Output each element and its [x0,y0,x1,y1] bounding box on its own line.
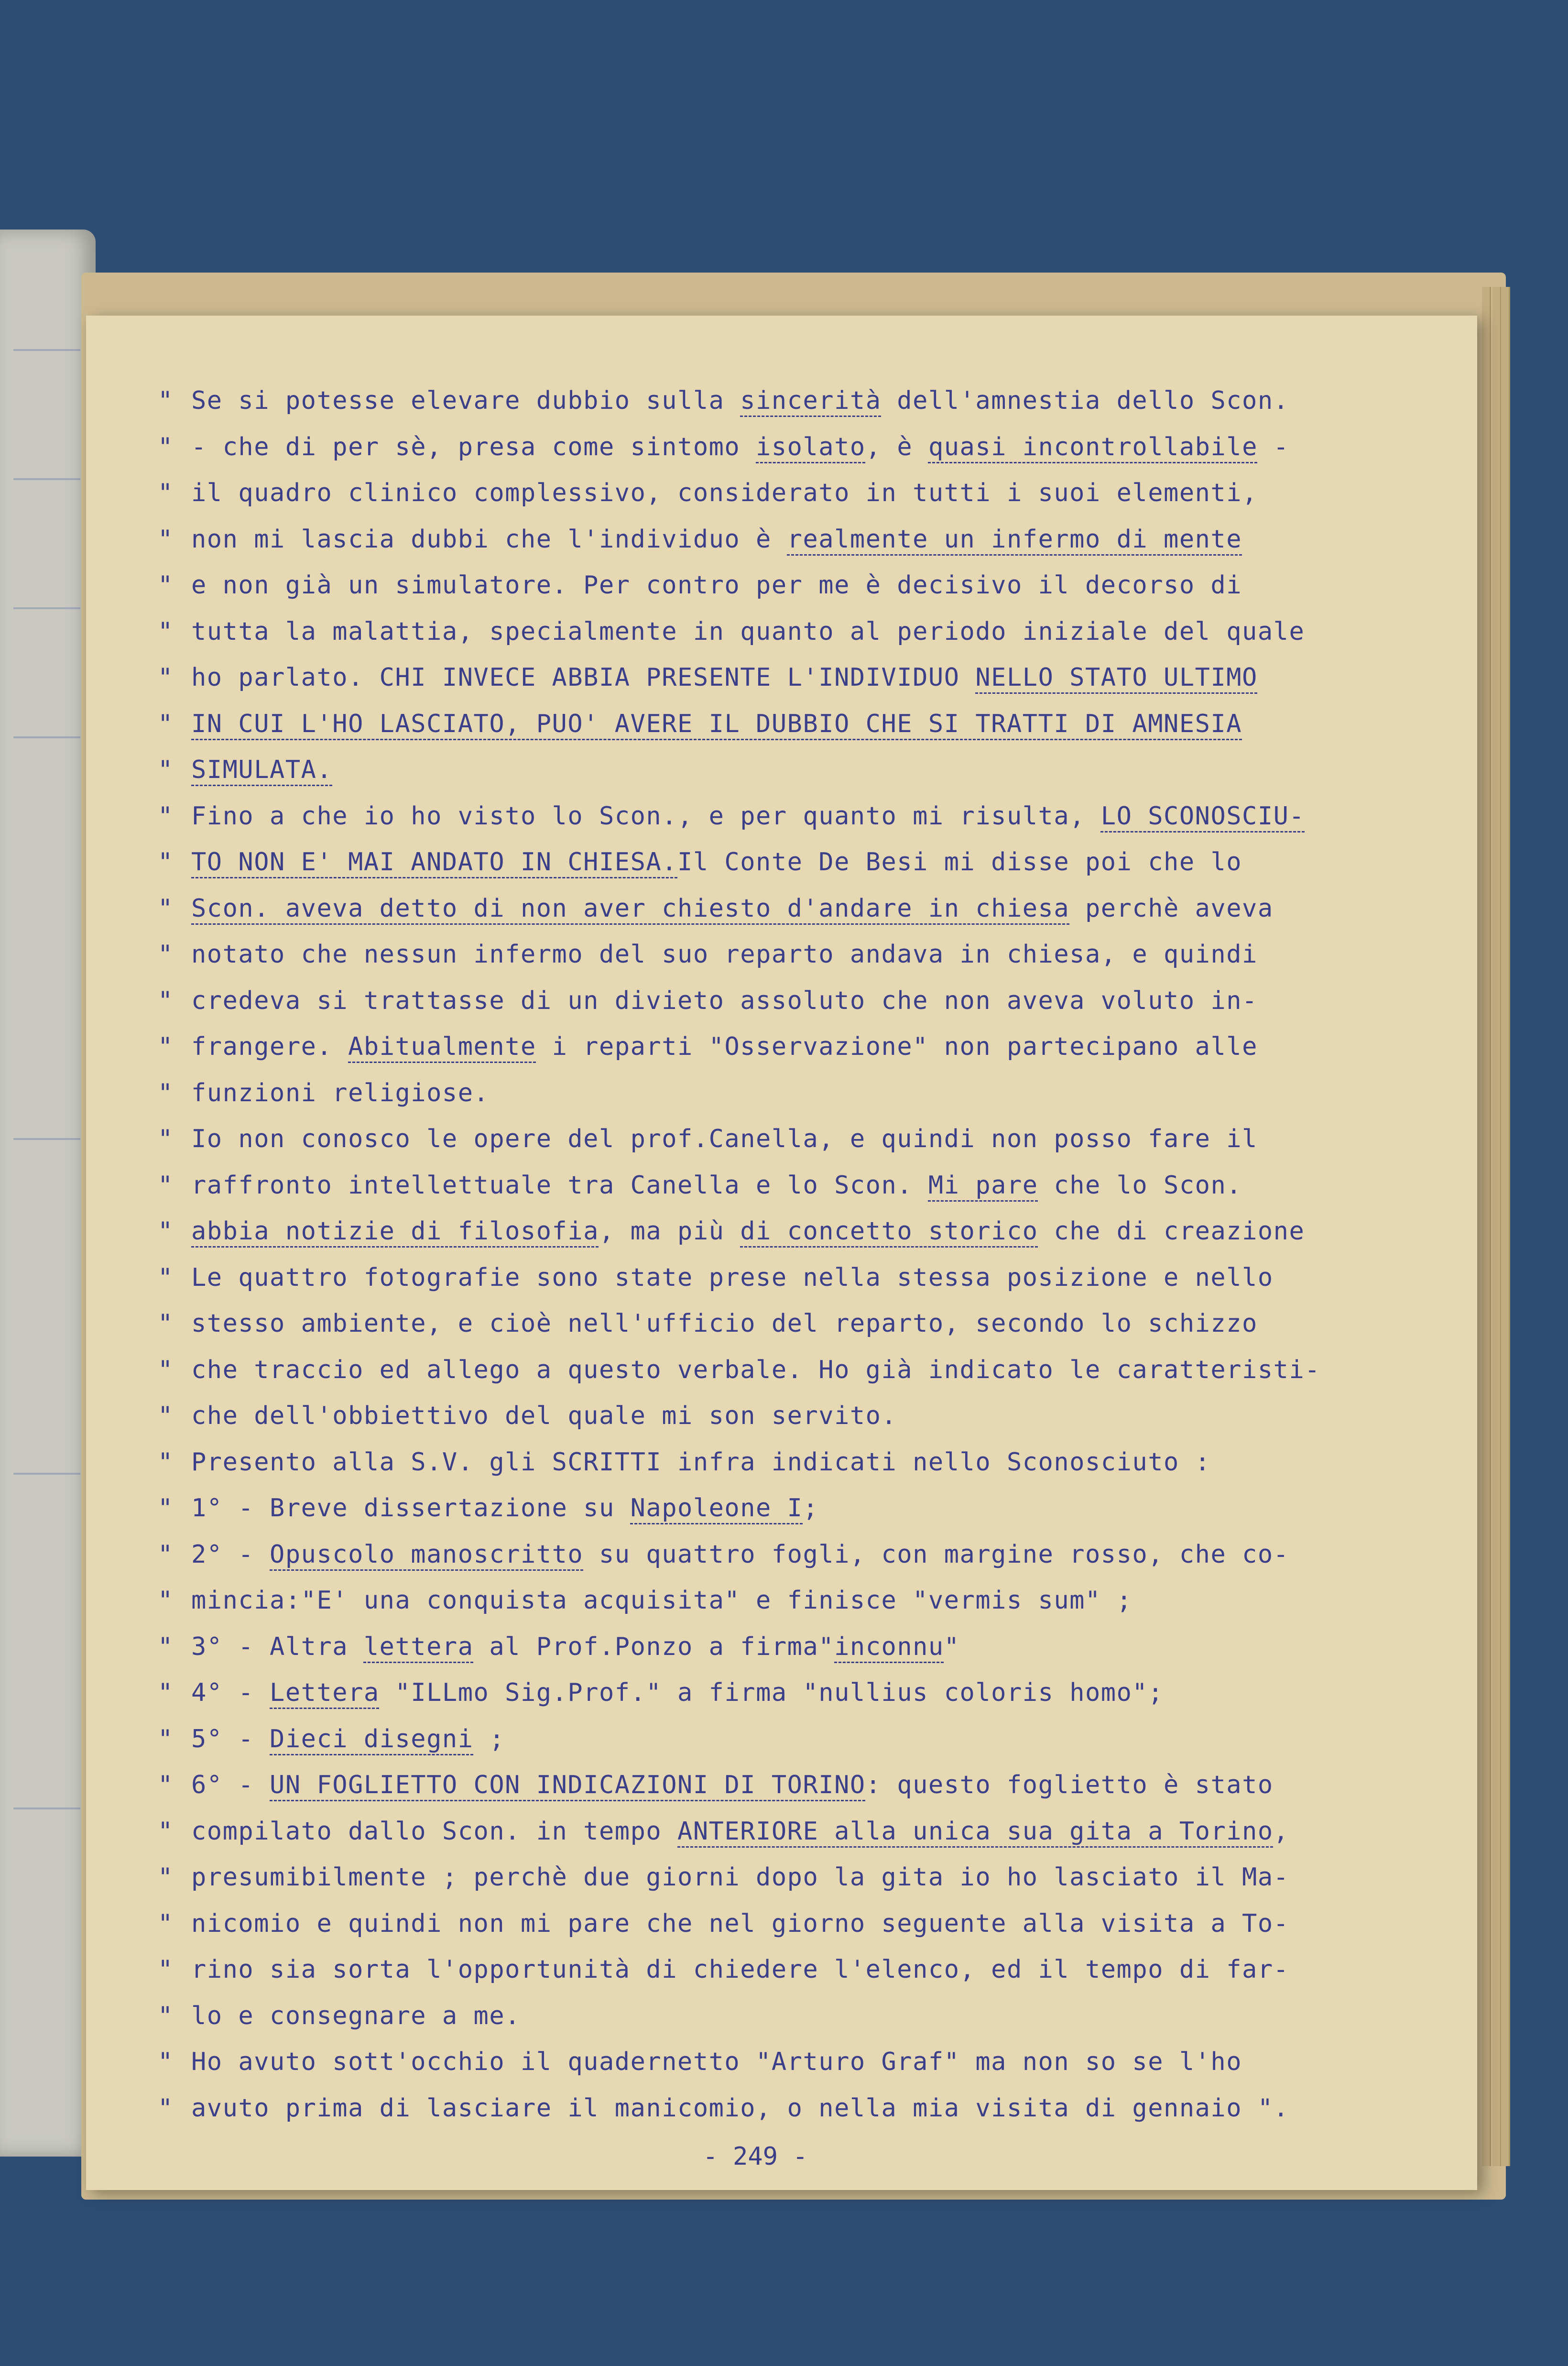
underlined-text: ANTERIORE alla unica sua gita a Torino [677,1817,1274,1846]
underlined-text: SIMULATA. [191,756,333,784]
text-segment: Io non conosco le opere del prof.Canella, e quindi non posso fare il [191,1125,1258,1153]
underlined-text: di concetto storico [740,1217,1038,1246]
line-quote-mark: " [158,1771,174,1799]
text-line [158,1901,1439,1947]
line-quote-mark: " [158,1586,174,1615]
line-quote-mark: " [158,1863,174,1892]
text-segment: perchè aveva [1069,894,1274,923]
text-segment: i reparti "Osservazione" non partecipano alle [536,1032,1258,1061]
text-line [158,1670,1439,1716]
line-quote-mark: " [158,2048,174,2076]
underlined-text: realmente un infermo di mente [787,525,1242,554]
text-segment: - che di per sè, presa come sintomo [191,432,756,461]
line-quote-mark: " [158,1817,174,1846]
underlined-text: sincerità [740,386,882,415]
text-line [158,655,1439,701]
text-line [158,2085,1439,2132]
text-segment: , ma più [599,1217,740,1246]
page-stack-edge [1482,287,1491,2166]
text-segment: Fino a che io ho visto lo Scon., e per quanto mi risulta, [191,801,1101,831]
text-segment: Il Conte De Besi mi disse poi che lo [677,848,1242,876]
text-line [158,793,1439,840]
line-text [191,655,1258,701]
text-segment: dell'amnestia dello Scon. [881,386,1289,415]
underlined-text: Abitualmente [348,1032,536,1061]
text-line [158,1762,1439,1808]
text-line [158,978,1439,1024]
text-segment: al Prof.Ponzo a firma" [473,1632,835,1661]
line-text [191,1301,1258,1347]
underlined-text: Scon. aveva detto di non aver chiesto d'andare in chiesa [191,894,1070,923]
line-text [191,1624,960,1670]
line-quote-mark: " [158,1955,174,1984]
text-segment: 5° - [191,1724,270,1753]
previous-page-text-fragment [13,478,80,480]
line-quote-mark: " [158,801,174,831]
text-segment: che traccio ed allego a questo verbale. Ho già indicato le caratteristi- [191,1355,1321,1384]
line-text [191,2085,1289,2132]
underlined-text: Lettera [270,1678,380,1707]
line-text [191,931,1258,978]
text-line [158,839,1439,886]
text-line [158,1439,1439,1486]
line-text [191,2039,1242,2085]
text-segment: nicomio e quindi non mi pare che nel giorno seguente alla visita a To- [191,1909,1289,1938]
text-line [158,1577,1439,1624]
underlined-text: isolato [756,432,866,461]
text-line [158,1116,1439,1162]
testimony-text [158,378,1439,2131]
text-segment: , è [865,432,928,461]
text-line [158,1347,1439,1393]
line-text [191,978,1258,1024]
underlined-text: IN CUI L'HO LASCIATO, PUO' AVERE IL DUBBIO CHE SI TRATTI DI AMNESIA [191,709,1242,738]
line-text [191,1854,1289,1901]
text-segment: Presento alla S.V. gli SCRITTI infra indicati nello Sconosciuto : [191,1447,1211,1477]
line-text [191,516,1242,563]
text-segment: e non già un simulatore. Per contro per me è decisivo il decorso di [191,571,1242,600]
line-text [191,1208,1305,1255]
line-text [191,424,1289,471]
line-text [191,886,1274,932]
text-line [158,2039,1439,2085]
line-quote-mark: " [158,1909,174,1938]
text-segment: rino sia sorta l'opportunità di chiedere l'elenco, ed il tempo di far- [191,1955,1289,1984]
line-text [191,1255,1274,1301]
text-segment: il quadro clinico complessivo, considerato in tutti i suoi elementi, [191,479,1258,507]
line-quote-mark: " [158,848,174,876]
line-quote-mark: " [158,1355,174,1384]
text-segment: ho parlato. CHI INVECE ABBIA PRESENTE L'INDIVIDUO [191,663,976,692]
line-quote-mark: " [158,986,174,1015]
text-line [158,1947,1439,1993]
text-line [158,1162,1439,1209]
text-segment: 6° - [191,1771,270,1799]
line-quote-mark: " [158,525,174,554]
line-quote-mark: " [158,940,174,969]
text-segment: Le quattro fotografie sono state prese nella stessa posizione e nello [191,1263,1274,1292]
text-segment: "ILLmo Sig.Prof." a firma "nullius coloris homo"; [379,1678,1164,1707]
text-segment: lo e consegnare a me. [191,2001,521,2030]
text-segment: che di creazione [1038,1217,1305,1246]
previous-page-text-fragment [13,1473,80,1475]
line-quote-mark: " [158,709,174,738]
text-line [158,1255,1439,1301]
underlined-text: inconnu [834,1632,944,1661]
line-text [191,839,1242,886]
line-quote-mark: " [158,1125,174,1153]
line-quote-mark: " [158,1678,174,1707]
line-text [191,1485,818,1532]
line-text [191,793,1305,840]
line-quote-mark: " [158,1078,174,1107]
text-segment: mincia:"E' una conquista acquisita" e finisce "vermis sum" ; [191,1586,1132,1615]
line-quote-mark: " [158,617,174,646]
underlined-text: lettera [363,1632,474,1661]
text-line [158,701,1439,747]
text-line [158,470,1439,516]
line-text [191,1024,1258,1070]
text-segment: ; [803,1494,819,1523]
text-segment: che lo Scon. [1038,1171,1242,1200]
line-quote-mark: " [158,1402,174,1430]
line-quote-mark: " [158,386,174,415]
underlined-text: abbia notizie di filosofia [191,1217,599,1246]
line-text [191,747,332,793]
text-line [158,516,1439,563]
line-text [191,1070,489,1117]
text-line [158,609,1439,655]
line-text [191,1439,1210,1486]
text-line [158,1716,1439,1763]
text-segment: frangere. [191,1032,348,1061]
previous-page-text-fragment [13,607,80,609]
line-text [191,1808,1289,1855]
line-quote-mark: " [158,571,174,600]
line-quote-mark: " [158,894,174,923]
line-text [191,1393,897,1439]
line-text [191,1716,505,1763]
text-line [158,1208,1439,1255]
line-text [191,378,1289,424]
page-stack-edge [1492,287,1502,2166]
text-segment: : questo foglietto è stato [865,1771,1274,1799]
page-number: - 249 - [703,2142,808,2171]
line-quote-mark: " [158,1032,174,1061]
text-line [158,1393,1439,1439]
line-quote-mark: " [158,1171,174,1200]
text-line [158,1993,1439,2039]
text-segment: stesso ambiente, e cioè nell'ufficio del reparto, secondo lo schizzo [191,1309,1258,1338]
line-quote-mark: " [158,432,174,461]
text-segment: , [1273,1817,1289,1846]
text-line [158,886,1439,932]
text-line [158,1624,1439,1670]
text-line [158,1808,1439,1855]
underlined-text: Napoleone I [630,1494,803,1523]
line-quote-mark: " [158,1263,174,1292]
text-segment: compilato dallo Scon. in tempo [191,1817,678,1846]
text-line [158,1485,1439,1532]
text-segment: Ho avuto sott'occhio il quadernetto "Arturo Graf" ma non so se l'ho [191,2048,1242,2076]
text-segment: presumibilmente ; perchè due giorni dopo la gita io ho lasciato il Ma- [191,1863,1289,1892]
line-quote-mark: " [158,1217,174,1246]
line-text [191,470,1258,516]
underlined-text: Dieci disegni [270,1724,474,1753]
line-quote-mark: " [158,1632,174,1661]
text-line [158,378,1439,424]
line-text [191,1577,1132,1624]
line-quote-mark: " [158,1724,174,1753]
text-segment: raffronto intellettuale tra Canella e lo Scon. [191,1171,928,1200]
text-segment: che dell'obbiettivo del quale mi son servito. [191,1402,897,1430]
previous-page-text-fragment [13,1807,80,1809]
text-segment: su quattro fogli, con margine rosso, che co- [583,1540,1289,1569]
text-segment: tutta la malattia, specialmente in quanto al periodo iniziale del quale [191,617,1305,646]
text-line [158,1301,1439,1347]
text-segment: avuto prima di lasciare il manicomio, o nella mia visita di gennaio ". [191,2093,1289,2123]
underlined-text: Opuscolo manoscritto [270,1540,584,1569]
line-text [191,562,1242,609]
underlined-text: LO SCONOSCIU- [1100,801,1305,831]
text-segment: notato che nessun infermo del suo reparto andava in chiesa, e quindi [191,940,1258,969]
text-line [158,747,1439,793]
line-text [191,609,1305,655]
text-line [158,1070,1439,1117]
line-quote-mark: " [158,1447,174,1477]
typewritten-page [86,316,1477,2190]
line-text [191,1116,1258,1162]
underlined-text: TO NON E' MAI ANDATO IN CHIESA. [191,848,678,876]
line-text [191,701,1242,747]
text-segment: 2° - [191,1540,270,1569]
text-line [158,1532,1439,1578]
text-segment: " [944,1632,960,1661]
text-segment: credeva si trattasse di un divieto assoluto che non aveva voluto in- [191,986,1258,1015]
previous-page-text-fragment [13,736,80,738]
line-text [191,1670,1164,1716]
underlined-text: quasi incontrollabile [928,432,1258,461]
underlined-text: Mi pare [928,1171,1038,1200]
text-segment: funzioni religiose. [191,1078,490,1107]
line-text [191,1901,1289,1947]
text-line [158,1024,1439,1070]
line-quote-mark: " [158,479,174,507]
line-quote-mark: " [158,1309,174,1338]
line-quote-mark: " [158,1540,174,1569]
underlined-text: NELLO STATO ULTIMO [975,663,1258,692]
text-segment: non mi lascia dubbi che l'individuo è [191,525,787,554]
text-segment: Se si potesse elevare dubbio sulla [191,386,740,415]
line-text [191,1993,521,2039]
line-text [191,1162,1242,1209]
line-quote-mark: " [158,756,174,784]
text-segment: 3° - Altra [191,1632,364,1661]
page-stack-edge [1501,287,1510,2166]
line-text [191,1947,1289,1993]
text-line [158,562,1439,609]
line-text [191,1347,1320,1393]
previous-page-text-fragment [13,1138,80,1140]
line-text [191,1532,1289,1578]
text-segment: - [1257,432,1289,461]
line-text [191,1762,1274,1808]
previous-page-text-fragment [13,349,80,351]
text-line [158,931,1439,978]
text-line [158,1854,1439,1901]
line-quote-mark: " [158,2001,174,2030]
text-line [158,424,1439,471]
underlined-text: UN FOGLIETTO CON INDICAZIONI DI TORINO [270,1771,866,1799]
line-quote-mark: " [158,2093,174,2123]
line-quote-mark: " [158,663,174,692]
line-quote-mark: " [158,1494,174,1523]
text-segment: 1° - Breve dissertazione su [191,1494,631,1523]
text-segment: 4° - [191,1678,270,1707]
text-segment: ; [473,1724,505,1753]
